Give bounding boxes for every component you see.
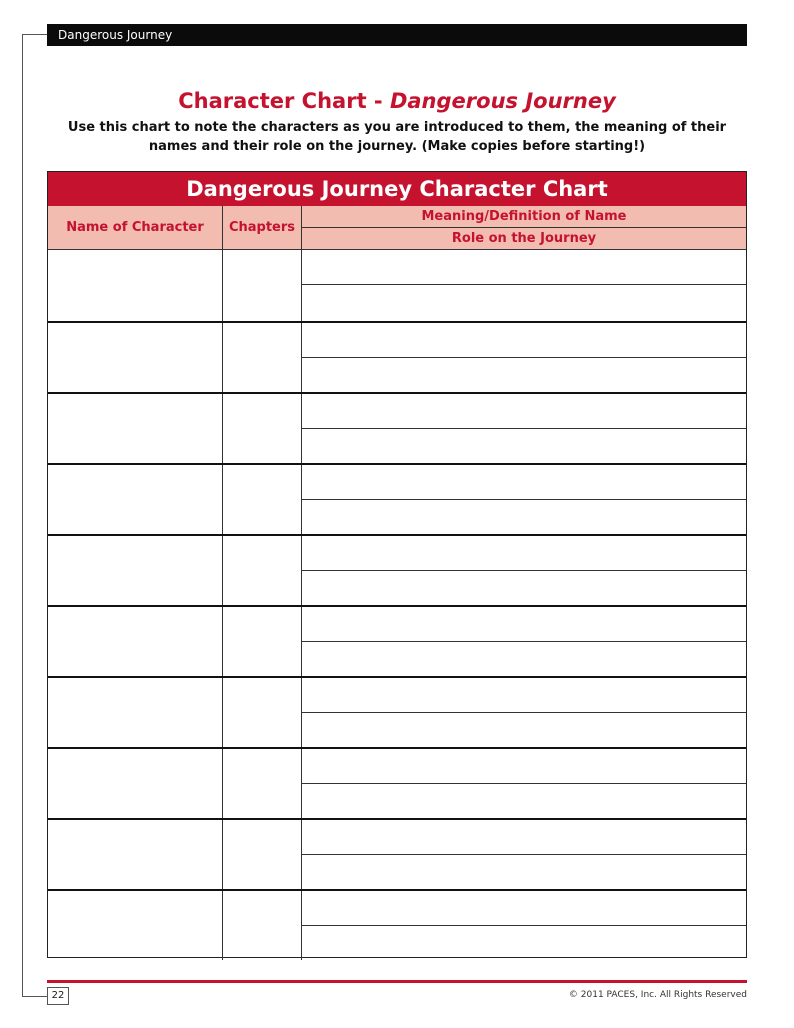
name-cell[interactable] [48,678,223,747]
margin-line-top [22,34,47,35]
character-chart-table [47,171,747,958]
name-cell[interactable] [48,891,223,960]
instructions: Use this chart to note the characters as you are introduced to them, the meaning of their names and their role on the journey. (Make copies before starting!) [67,120,727,154]
chapters-cell[interactable] [223,536,302,605]
name-cell[interactable] [48,465,223,534]
chapters-cell[interactable] [223,465,302,534]
meaning-cell[interactable] [302,250,746,285]
page-title-main: Character Chart - [178,89,390,113]
column-header-role: Role on the Journey [302,228,746,250]
running-header [47,24,747,46]
chapters-cell[interactable] [223,891,302,960]
meaning-cell[interactable] [302,607,746,642]
role-cell[interactable] [302,358,746,392]
meaning-cell[interactable] [302,820,746,855]
margin-line [22,34,23,997]
role-cell[interactable] [302,571,746,605]
table-row [48,392,746,463]
name-cell[interactable] [48,749,223,818]
chapters-cell[interactable] [223,749,302,818]
table-row [48,534,746,605]
margin-line-bottom [22,996,47,997]
meaning-cell[interactable] [302,323,746,358]
chapters-cell[interactable] [223,250,302,321]
column-header-meaning: Meaning/Definition of Name [302,206,746,228]
chapters-cell[interactable] [223,607,302,676]
role-cell[interactable] [302,500,746,534]
meaning-cell[interactable] [302,749,746,784]
meaning-cell[interactable] [302,394,746,429]
chart-title: Dangerous Journey Character Chart [48,172,746,206]
name-cell[interactable] [48,250,223,321]
name-cell[interactable] [48,323,223,392]
table-row [48,818,746,889]
role-cell[interactable] [302,855,746,889]
name-cell[interactable] [48,607,223,676]
role-cell[interactable] [302,713,746,747]
running-title: Dangerous Journey [58,28,173,42]
page-title-sub: Dangerous Journey [389,89,616,113]
column-header-name: Name of Character [48,206,223,250]
role-cell[interactable] [302,926,746,960]
table-row [48,321,746,392]
role-cell[interactable] [302,642,746,676]
name-cell[interactable] [48,394,223,463]
role-cell[interactable] [302,285,746,321]
page-number: 22 [47,987,69,1005]
name-cell[interactable] [48,820,223,889]
column-header-chapters: Chapters [223,206,302,250]
table-row [48,250,746,321]
chapters-cell[interactable] [223,394,302,463]
table-body [48,250,746,960]
table-row [48,889,746,960]
table-row [48,676,746,747]
role-cell[interactable] [302,784,746,818]
table-row [48,463,746,534]
meaning-cell[interactable] [302,891,746,926]
meaning-cell[interactable] [302,465,746,500]
page-title [0,89,794,113]
copyright: © 2011 PACES, Inc. All Rights Reserved [568,990,747,1000]
role-cell[interactable] [302,429,746,463]
meaning-cell[interactable] [302,678,746,713]
chapters-cell[interactable] [223,678,302,747]
table-row [48,605,746,676]
meaning-cell[interactable] [302,536,746,571]
name-cell[interactable] [48,536,223,605]
table-row [48,747,746,818]
chapters-cell[interactable] [223,820,302,889]
chapters-cell[interactable] [223,323,302,392]
footer-rule [47,980,747,983]
